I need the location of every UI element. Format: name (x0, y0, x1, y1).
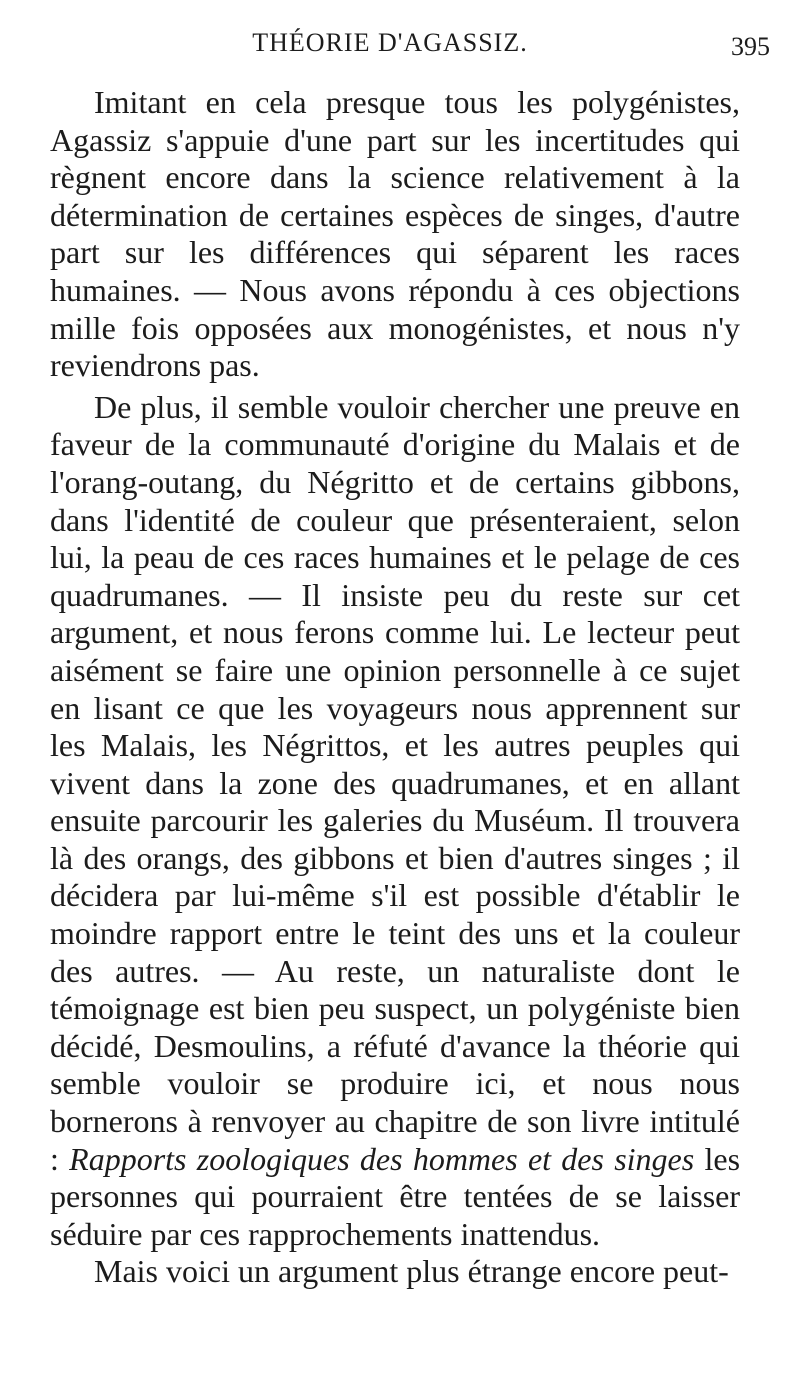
paragraph-2-text-end: les personnes qui pourraient être tentées de se laisser séduire par ces rapprochements inattendus. (50, 1140, 741, 1252)
book-title-italic: Rapports zoologiques des hommes et des singes (69, 1140, 695, 1177)
page-number: 395 (731, 32, 770, 61)
paragraph-1: Imitant en cela presque tous les polygénistes, Agassiz s'appuie d'une part sur les incertitudes qui règnent encore dans la science relativement à la détermination de certaines espèces de singes, d'autre part sur les différences qui séparent les races humaines. — Nous avons répondu à ces objections mille fois opposées aux monogénistes, et nous n'y reviendrons pas. (50, 84, 740, 384)
paragraph-3: Mais voici un argument plus étrange encore peut- (94, 1253, 729, 1290)
running-title: THÉORIE D'AGASSIZ. (252, 28, 528, 57)
paragraph-2-text: De plus, il semble vouloir chercher une preuve en faveur de la communauté d'origine du Malais et de l'orang-outang, du Négritto et de certains gibbons, dans l'identité de couleur que présenteraient, selon lui, la peau de ces races humaines et le pelage de ces quadrumanes. — Il insiste peu du reste sur cet argument, et nous ferons comme lui. Le lecteur peut aisément se faire une opinion personnelle à ce sujet en lisant ce que les voyageurs nous apprennent sur les Malais, les Négrittos, et les autres peuples qui vivent dans la zone des quadrumanes, et en allant ensuite parcourir les galeries du Muséum. Il trouvera là des orangs, des gibbons et bien d'autres singes ; il décidera par lui-même s'il est possible d'établir le moindre rapport entre le teint des uns et la couleur des autres. — Au reste, un naturaliste dont le témoignage est bien peu suspect, un polygéniste bien décidé, Desmoulins, a réfuté d'avance la théorie qui semble vouloir se produire ici, et nous nous bornerons à renvoyer au chapitre de son livre intitulé : (50, 388, 740, 1177)
paragraph-2 (50, 389, 740, 1254)
running-head (40, 28, 780, 68)
body-text (50, 84, 740, 1291)
